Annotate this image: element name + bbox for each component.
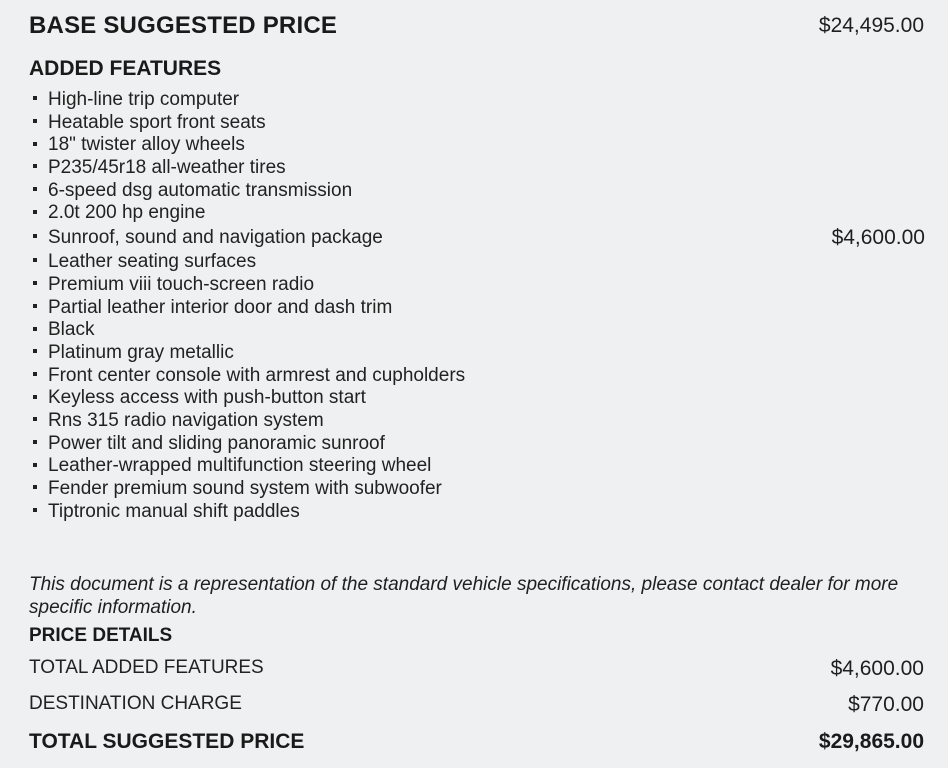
feature-label: Leather-wrapped multifunction steering wheel (48, 455, 432, 477)
bullet-icon (33, 463, 37, 467)
feature-item (31, 319, 925, 342)
bullet-icon (33, 395, 37, 399)
bullet-icon (33, 281, 37, 285)
total-added-features-value: $4,600.00 (830, 657, 924, 680)
feature-item (31, 112, 925, 135)
bullet-icon (33, 119, 37, 123)
destination-charge-row (29, 693, 924, 721)
disclaimer-text: This document is a representation of the standard vehicle specifications, please contact dealer for more specific information. (29, 574, 899, 618)
destination-charge-value: $770.00 (848, 693, 924, 716)
feature-label: Premium viii touch-screen radio (48, 273, 315, 295)
base-price-row (29, 12, 924, 44)
feature-item (31, 410, 925, 433)
total-suggested-price-row (29, 730, 924, 760)
feature-label: Partial leather interior door and dash trim (48, 296, 393, 318)
feature-label: Heatable sport front seats (48, 111, 266, 133)
bullet-icon (33, 327, 37, 331)
total-added-features-row (29, 657, 924, 685)
feature-item (31, 89, 925, 112)
feature-item (31, 225, 925, 251)
bullet-icon (33, 417, 37, 421)
bullet-icon (33, 234, 37, 238)
feature-item (31, 478, 925, 501)
bullet-icon (33, 164, 37, 168)
base-price-value: $24,495.00 (818, 14, 924, 37)
bullet-icon (33, 440, 37, 444)
bullet-icon (33, 210, 37, 214)
base-price-title: BASE SUGGESTED PRICE (29, 12, 338, 39)
feature-item (31, 274, 925, 297)
feature-label: Black (48, 319, 95, 341)
feature-label: Rns 315 radio navigation system (48, 409, 324, 431)
total-suggested-price-label: TOTAL SUGGESTED PRICE (29, 730, 305, 753)
bullet-icon (33, 142, 37, 146)
feature-price: $4,600.00 (831, 226, 925, 250)
price-details-heading: PRICE DETAILS (29, 625, 173, 646)
feature-label: Front center console with armrest and cupholders (48, 364, 466, 386)
feature-item (31, 455, 925, 478)
bullet-icon (33, 258, 37, 262)
feature-label: Keyless access with push-button start (48, 387, 366, 409)
bullet-icon (33, 485, 37, 489)
bullet-icon (33, 349, 37, 353)
feature-item (31, 180, 925, 203)
total-added-features-label: TOTAL ADDED FEATURES (29, 657, 264, 678)
added-features-heading: ADDED FEATURES (29, 57, 222, 80)
feature-item (31, 365, 925, 388)
feature-item (31, 157, 925, 180)
feature-label: High-line trip computer (48, 89, 240, 110)
feature-item (31, 202, 925, 225)
feature-label: Sunroof, sound and navigation package (48, 227, 383, 249)
feature-item (31, 433, 925, 456)
feature-label: Fender premium sound system with subwoofer (48, 478, 442, 499)
feature-item (31, 251, 925, 274)
feature-item (31, 134, 925, 157)
bullet-icon (33, 187, 37, 191)
feature-label: 18" twister alloy wheels (48, 134, 245, 156)
bullet-icon (33, 304, 37, 308)
destination-charge-label: DESTINATION CHARGE (29, 693, 242, 714)
feature-label: Leather seating surfaces (48, 251, 257, 273)
feature-item (31, 297, 925, 320)
feature-label: Tiptronic manual shift paddles (48, 500, 300, 522)
added-features-list (31, 89, 925, 523)
feature-label: Platinum gray metallic (48, 341, 234, 363)
bullet-icon (33, 372, 37, 376)
feature-item (31, 501, 925, 524)
feature-label: 2.0t 200 hp engine (48, 202, 206, 224)
feature-item (31, 342, 925, 365)
bullet-icon (33, 96, 37, 100)
feature-item (31, 387, 925, 410)
feature-label: Power tilt and sliding panoramic sunroof (48, 432, 385, 454)
feature-label: 6-speed dsg automatic transmission (48, 179, 353, 201)
bullet-icon (33, 508, 37, 512)
total-suggested-price-value: $29,865.00 (818, 730, 924, 753)
feature-label: P235/45r18 all-weather tires (48, 157, 286, 179)
